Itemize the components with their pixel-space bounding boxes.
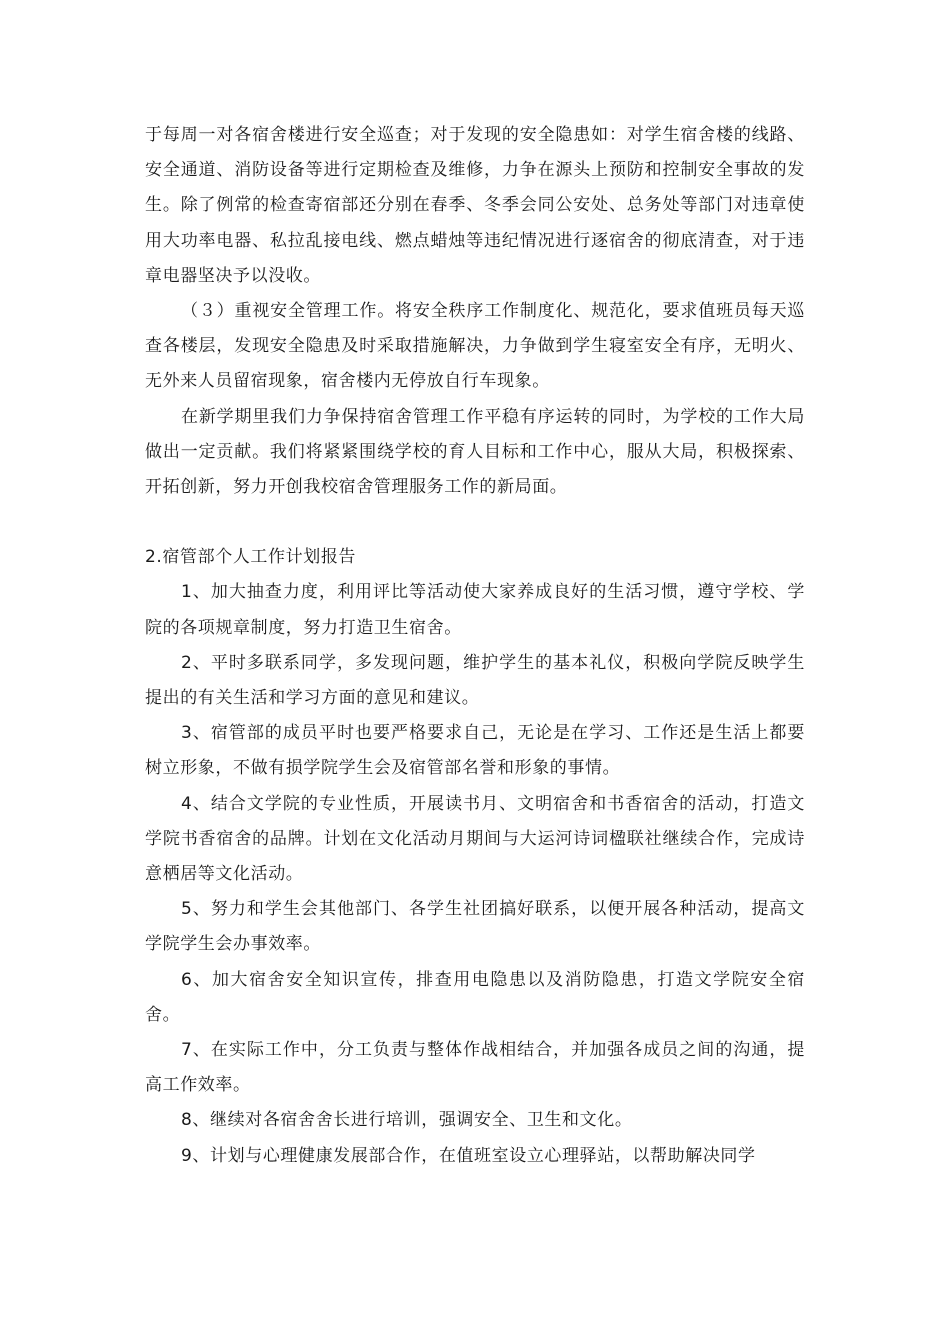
paragraph-safety-management: （３）重视安全管理工作。将安全秩序工作制度化、规范化，要求值班员每天巡查各楼层，发现安全隐患及时采取措施解决，力争做到学生寝室安全有序，无明火、无外来人员留宿现象，宿舍楼内无停放自行车现象。 [145, 301, 805, 392]
list-item: 5、努力和学生会其他部门、各学生社团搞好联系，以便开展各种活动，提高文学院学生会办事效率。 [145, 899, 805, 955]
list-item: 8、继续对各宿舍舍长进行培训，强调安全、卫生和文化。 [181, 1110, 633, 1131]
list-item: 1、加大抽查力度，利用评比等活动使大家养成良好的生活习惯，遵守学校、学院的各项规章制度，努力打造卫生宿舍。 [145, 582, 805, 638]
list-item: 2、平时多联系同学，多发现问题，维护学生的基本礼仪，积极向学院反映学生提出的有关生活和学习方面的意见和建议。 [145, 652, 805, 709]
list-item: 3、宿管部的成员平时也要严格要求自己，无论是在学习、工作还是生活上都要树立形象，不做有损学院学生会及宿管部名誉和形象的事情。 [145, 723, 805, 779]
paragraph-safety-inspection: 于每周一对各宿舍楼进行安全巡查；对于发现的安全隐患如：对学生宿舍楼的线路、安全通道、消防设备等进行定期检查及维修，力争在源头上预防和控制安全事故的发生。除了例常的检查寄宿部还分别在春季、冬季会同公安处、总务处等部门对违章使用大功率电器、私拉乱接电线、燃点蜡烛等违纪情况进行逐宿舍的彻底清查，对于违章电器坚决予以没收。 [145, 125, 805, 286]
list-item: 6、加大宿舍安全知识宣传，排查用电隐患以及消防隐患，打造文学院安全宿舍。 [145, 969, 805, 1025]
list-item: 9、计划与心理健康发展部合作，在值班室设立心理驿站，以帮助解决同学 [181, 1145, 756, 1166]
document-body [145, 118, 805, 1174]
list-item: 7、在实际工作中，分工负责与整体作战相结合，并加强各成员之间的沟通，提高工作效率。 [145, 1040, 805, 1096]
list-item: 4、结合文学院的专业性质，开展读书月、文明宿舍和书香宿舍的活动，打造文学院书香宿舍的品牌。计划在文化活动月期间与大运河诗词楹联社继续合作，完成诗意栖居等文化活动。 [145, 793, 805, 885]
paragraph-new-semester: 在新学期里我们力争保持宿舍管理工作平稳有序运转的同时，为学校的工作大局做出一定贡献。我们将紧紧围绕学校的育人目标和工作中心，服从大局，积极探索、开拓创新，努力开创我校宿舍管理服务工作的新局面。 [145, 406, 805, 498]
section-title: 2.宿管部个人工作计划报告 [145, 547, 357, 568]
